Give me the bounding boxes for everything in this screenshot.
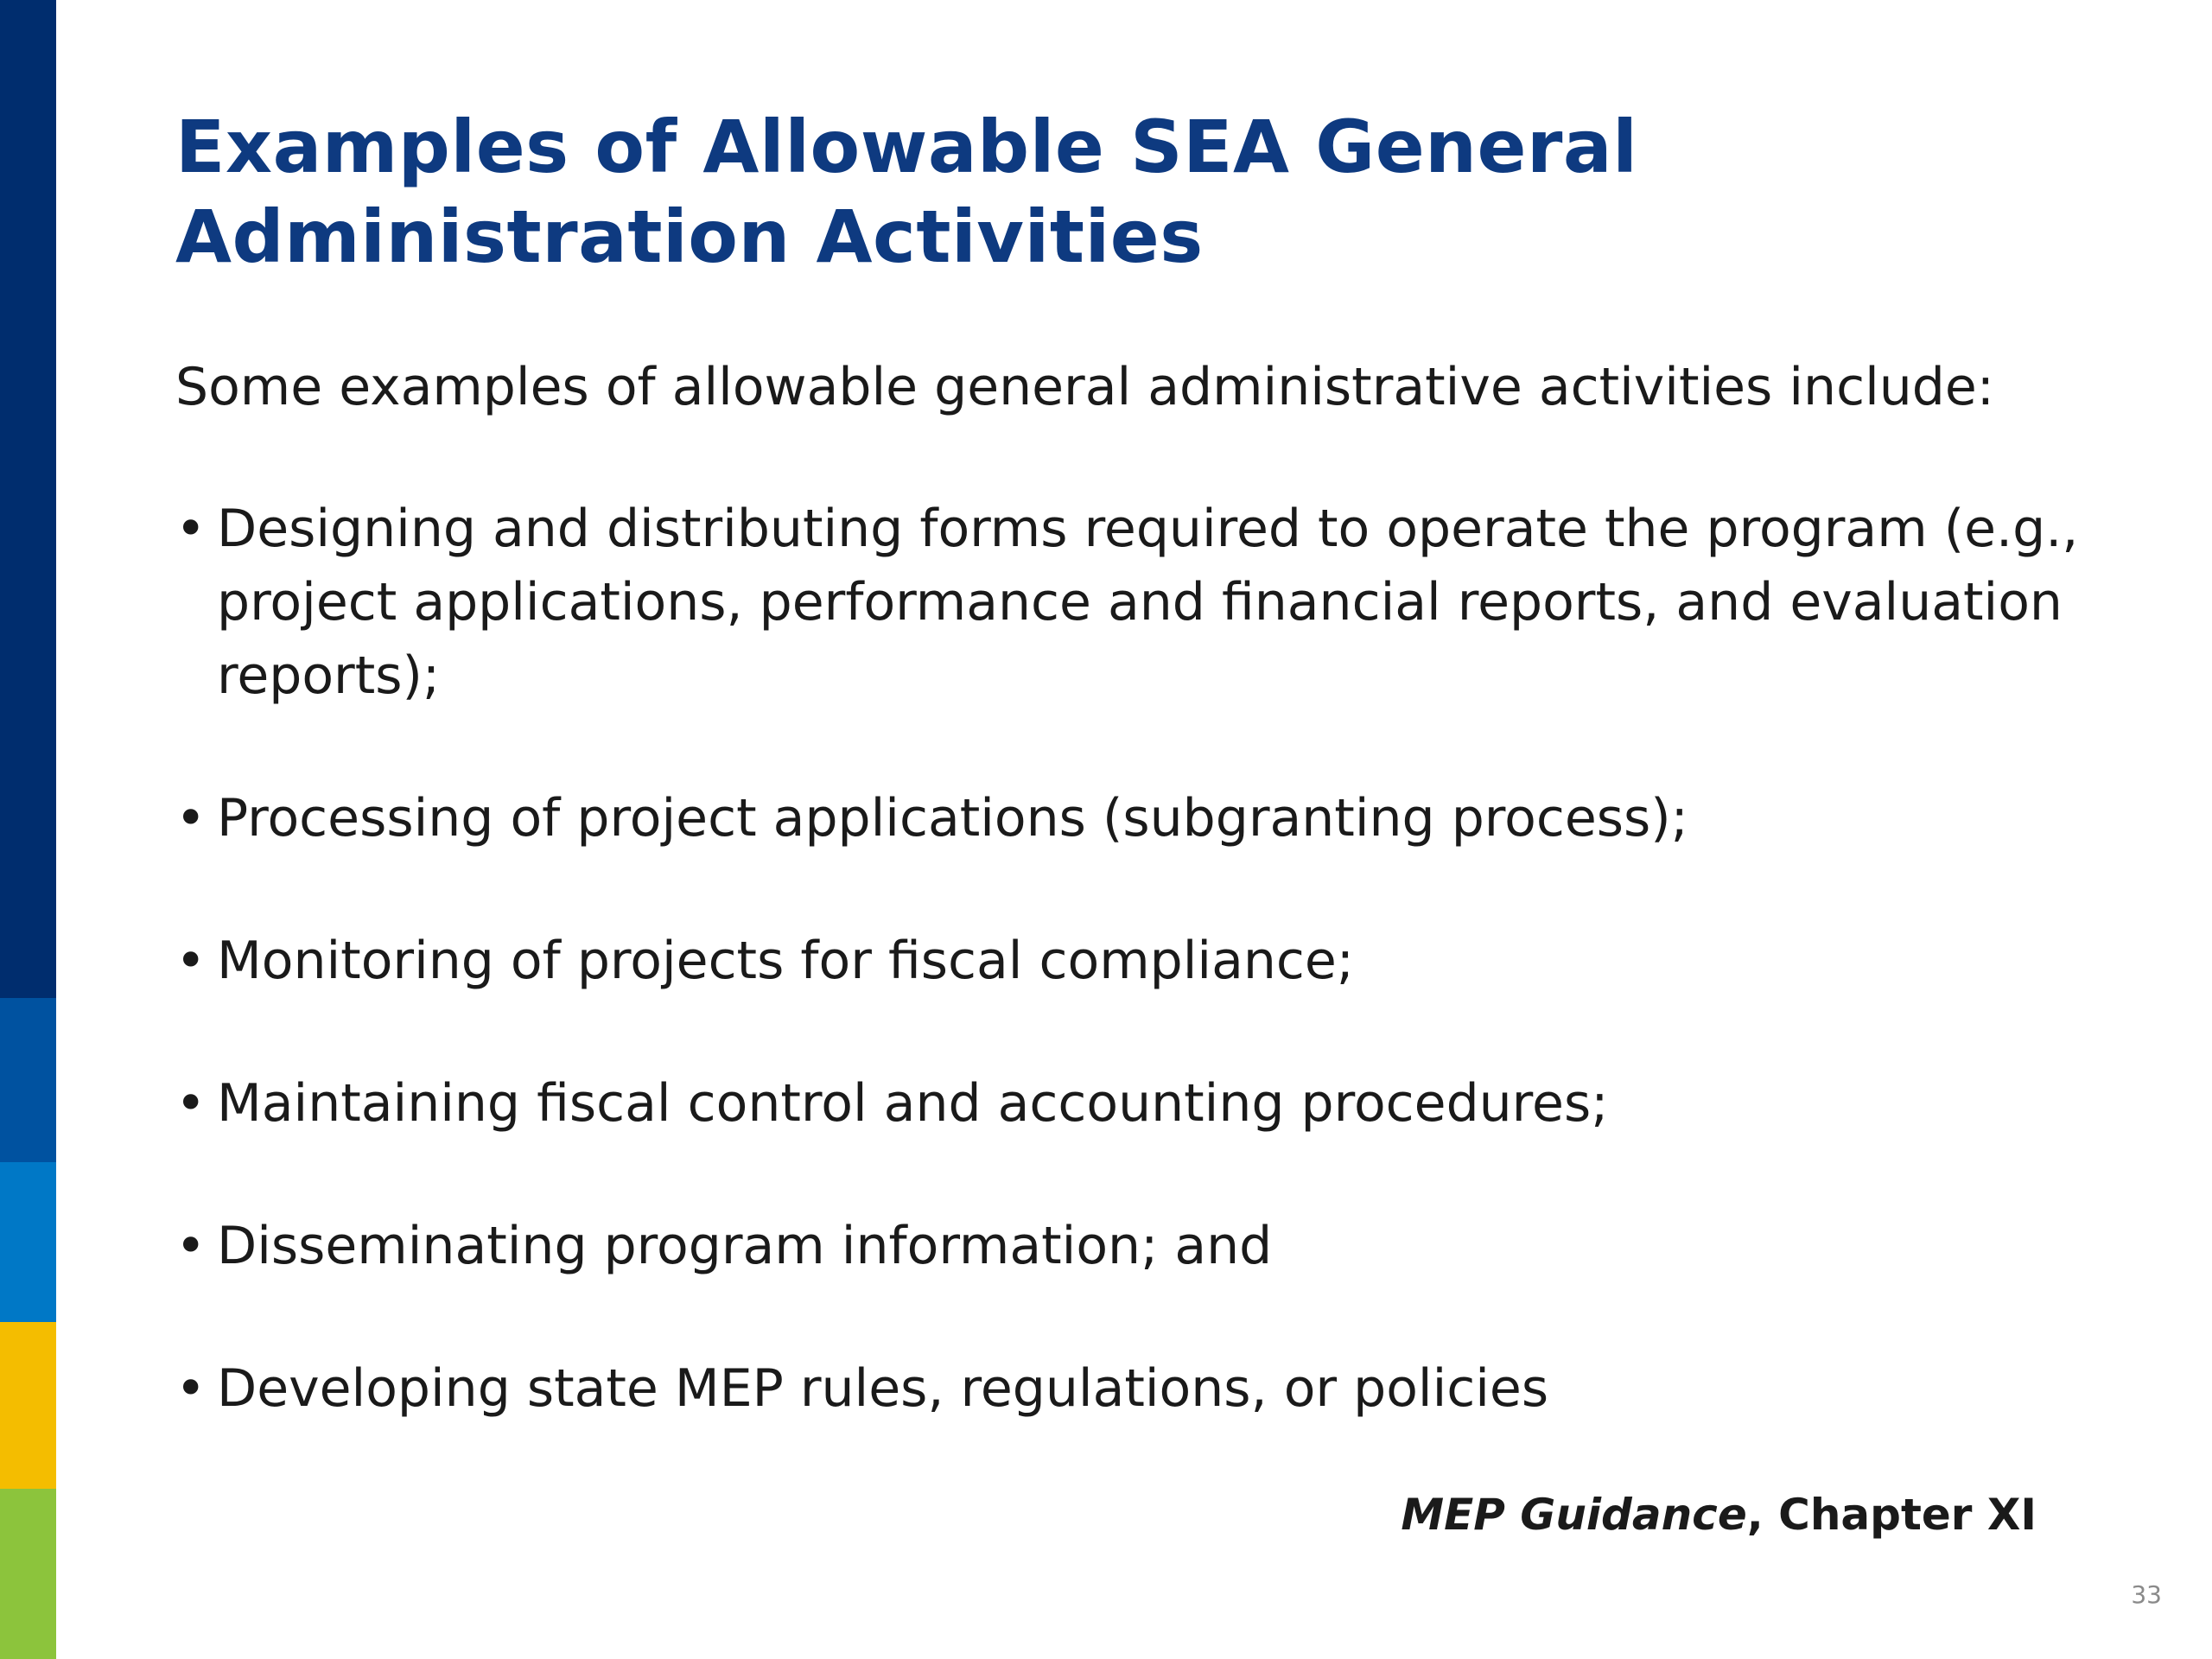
bullet-icon: • [175,1073,207,1134]
bullet-text: Monitoring of projects for fiscal compliance; [217,931,1355,991]
bar-segment-light-blue [0,1162,56,1322]
bar-segment-yellow [0,1322,56,1489]
bullet-text: Disseminating program information; and [217,1216,1273,1276]
bullet-list [175,493,2120,1495]
intro-text: Some examples of allowable general administrative activities include: [175,357,1994,417]
bullet-text: Maintaining fiscal control and accounting procedures; [217,1073,1609,1134]
bar-segment-navy [0,0,56,998]
citation-chapter: , Chapter XI [1746,1490,2037,1540]
bullet-text: Processing of project applications (subgranting process); [217,788,1688,849]
bullet-icon: • [175,499,207,559]
bullet-icon: • [175,788,207,849]
citation-source: MEP Guidance [1401,1490,1747,1540]
bullet-item [175,1352,2120,1426]
bullet-icon: • [175,1358,207,1419]
side-color-bar [0,0,56,1659]
bullet-icon: • [175,931,207,991]
bullet-item [175,493,2120,713]
bullet-item [175,1210,2120,1283]
bullet-item [175,1067,2120,1141]
slide-title: Examples of Allowable SEA General Administration Activities [175,105,1638,279]
bar-segment-green [0,1489,56,1659]
bar-segment-blue [0,998,56,1162]
bullet-item [175,782,2120,855]
bullet-item [175,925,2120,998]
bullet-text: Designing and distributing forms required to operate the program (e.g., project applications, performance and financial reports, and evaluation reports); [217,499,2079,706]
citation [1401,1484,2037,1545]
bullet-text: Developing state MEP rules, regulations, or policies [217,1358,1549,1419]
page-number: 33 [2131,1580,2162,1609]
bullet-icon: • [175,1216,207,1276]
